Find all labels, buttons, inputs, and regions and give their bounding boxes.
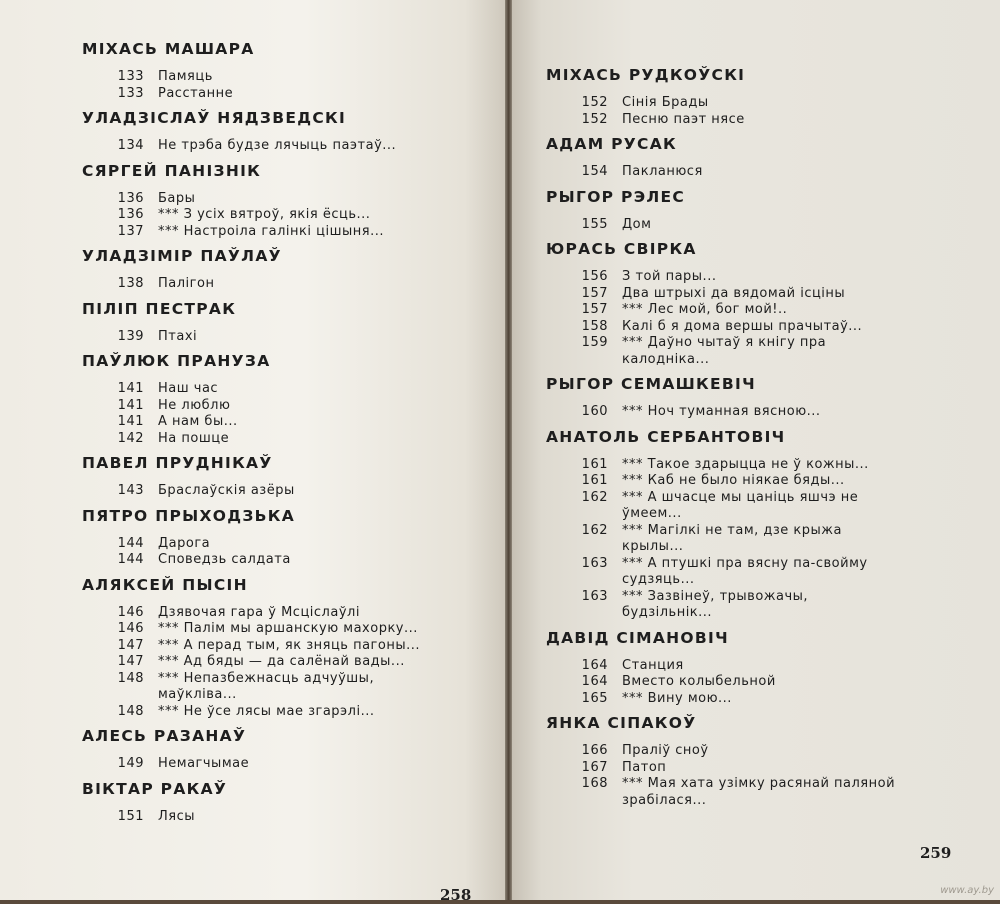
poem-row <box>546 691 1000 708</box>
poem-page-number: 162 <box>581 522 608 538</box>
author-entry <box>82 298 505 346</box>
poem-row <box>546 556 1000 589</box>
poem-page-number: 141 <box>117 397 144 413</box>
author-name: СЯРГЕЙ ПАНІЗНІК <box>82 161 262 180</box>
poem-title: *** Не ўсе лясы мае згарэлі... <box>158 703 375 719</box>
author-entry <box>82 574 505 721</box>
poem-title: Дом <box>622 216 652 232</box>
author-entry <box>546 373 1000 421</box>
poem-title: Расстанне <box>158 85 234 101</box>
poem-page-number: 137 <box>117 223 144 239</box>
poem-title: *** Зазвінеў, трывожачы, будзільнік... <box>622 588 809 620</box>
left-page-number: 258 <box>440 886 472 904</box>
poem-title: Немагчымае <box>158 756 250 771</box>
poem-page-number: 159 <box>581 335 608 350</box>
left-page-contents <box>82 38 505 825</box>
poem-title: Памяць <box>158 69 213 84</box>
poem-title: *** Мая хата узімку расянай паляной зрабілася... <box>622 776 896 808</box>
poem-title: *** Палім мы аршанскую махорку... <box>158 621 418 636</box>
poem-title: Не люблю <box>158 397 231 413</box>
poem-title: *** А перад тым, як зняць пагоны... <box>158 637 420 653</box>
author-name: ПІЛІП ПЕСТРАК <box>82 299 237 318</box>
book-spine <box>505 0 512 900</box>
poem-row <box>82 621 505 638</box>
author-entry <box>82 452 505 500</box>
author-name: ПЯТРО ПРЫХОДЗЬКА <box>82 506 296 525</box>
poem-row <box>546 760 1000 777</box>
poem-title: Споведзь салдата <box>158 552 291 567</box>
poem-page-number: 136 <box>117 207 144 222</box>
poem-row <box>82 483 505 500</box>
poem-row <box>82 552 505 569</box>
poem-title: *** Вину мою... <box>622 690 732 706</box>
poem-title: Лясы <box>158 808 196 824</box>
poem-page-number: 157 <box>581 285 608 301</box>
poem-row <box>546 743 1000 760</box>
author-name: ДАВІД СІМАНОВІЧ <box>546 628 729 647</box>
poem-title: Калі б я дома вершы прачытаў... <box>622 318 863 334</box>
author-entry <box>82 160 505 241</box>
poem-title: Не трэба будзе лячыць паэтаў... <box>158 138 397 153</box>
poem-page-number: 144 <box>117 535 144 551</box>
poem-title: Бары <box>158 190 196 206</box>
poem-title: Браслаўскія азёры <box>158 483 295 498</box>
poem-row <box>546 319 1000 336</box>
poem-title: А нам бы... <box>158 414 238 429</box>
poem-row <box>546 523 1000 556</box>
poem-title: Пакланюся <box>622 164 703 179</box>
poem-page-number: 134 <box>117 138 144 153</box>
poem-title: З той пары... <box>622 269 717 284</box>
poem-page-number: 155 <box>581 216 608 232</box>
poem-row <box>82 414 505 431</box>
author-entry <box>546 712 1000 809</box>
poem-row <box>82 329 505 346</box>
poem-title: Дарога <box>158 535 211 551</box>
poem-page-number: 146 <box>117 604 144 620</box>
poem-title: *** Ноч туманная вясною... <box>622 404 821 419</box>
poem-page-number: 164 <box>581 674 608 689</box>
poem-page-number: 139 <box>117 328 144 344</box>
poem-page-number: 154 <box>581 164 608 179</box>
poem-row <box>546 217 1000 234</box>
poem-row <box>546 473 1000 490</box>
right-page-number: 259 <box>920 844 952 862</box>
poem-row <box>546 95 1000 112</box>
poem-page-number: 158 <box>581 318 608 334</box>
poem-title: *** Такое здарыцца не ў кожны... <box>622 456 869 472</box>
poem-page-number: 133 <box>117 85 144 101</box>
author-entry <box>546 426 1000 622</box>
poem-title: *** Настроіла галінкі цішыня... <box>158 223 384 239</box>
poem-title: Станция <box>622 657 684 673</box>
author-entry <box>82 350 505 447</box>
poem-page-number: 149 <box>117 756 144 771</box>
poem-page-number: 167 <box>581 759 608 775</box>
poem-page-number: 162 <box>581 489 608 505</box>
poem-row <box>82 638 505 655</box>
poem-page-number: 143 <box>117 483 144 498</box>
poem-page-number: 165 <box>581 690 608 706</box>
poem-page-number: 148 <box>117 670 144 686</box>
poem-page-number: 146 <box>117 621 144 636</box>
poem-title: Вместо колыбельной <box>622 674 776 689</box>
poem-row <box>82 207 505 224</box>
poem-title: Палігон <box>158 276 215 291</box>
poem-page-number: 156 <box>581 269 608 284</box>
poem-title: Дзявочая гара ў Мсціслаўлі <box>158 604 360 620</box>
poem-row <box>546 302 1000 319</box>
author-entry <box>546 186 1000 234</box>
poem-row <box>82 276 505 293</box>
author-entry <box>82 725 505 773</box>
poem-row <box>546 457 1000 474</box>
poem-page-number: 141 <box>117 381 144 396</box>
poem-page-number: 161 <box>581 456 608 472</box>
poem-title: *** А птушкі пра вясну па-свойму судзяць... <box>622 555 868 587</box>
poem-page-number: 166 <box>581 743 608 758</box>
author-entry <box>82 778 505 826</box>
poem-row <box>82 671 505 704</box>
poem-row <box>82 381 505 398</box>
author-entry <box>546 133 1000 181</box>
poem-row <box>82 191 505 208</box>
poem-row <box>82 654 505 671</box>
poem-title: На пошце <box>158 430 230 446</box>
poem-row <box>82 86 505 103</box>
author-name: АЛЯКСЕЙ ПЫСІН <box>82 575 248 594</box>
author-name: УЛАДЗІСЛАЎ НЯДЗВЕДСКІ <box>82 109 347 127</box>
poem-page-number: 152 <box>581 95 608 110</box>
poem-page-number: 136 <box>117 190 144 206</box>
author-name: ЯНКА СІПАКОЎ <box>546 714 697 732</box>
poem-title: *** Магілкі не там, дзе крыжа крылы... <box>622 522 842 554</box>
author-entry <box>82 38 505 102</box>
author-name: АДАМ РУСАК <box>546 135 677 153</box>
poem-row <box>82 138 505 155</box>
poem-row <box>82 605 505 622</box>
author-name: ПАВЕЛ ПРУДНІКАЎ <box>82 454 273 472</box>
author-name: ВІКТАР РАКАЎ <box>82 779 228 798</box>
poem-row <box>82 704 505 721</box>
poem-title: *** Ад бяды — да салёнай вады... <box>158 654 405 669</box>
poem-title: *** З усіх вятроў, якія ёсць... <box>158 207 371 222</box>
poem-row <box>546 490 1000 523</box>
poem-page-number: 163 <box>581 555 608 571</box>
poem-row <box>546 776 1000 809</box>
poem-title: Сінія Брады <box>622 95 709 110</box>
poem-page-number: 152 <box>581 111 608 127</box>
author-entry <box>546 238 1000 368</box>
author-name: ЮРАСЬ СВІРКА <box>546 240 697 258</box>
poem-page-number: 141 <box>117 414 144 429</box>
poem-page-number: 138 <box>117 276 144 291</box>
poem-title: Наш час <box>158 381 219 396</box>
poem-page-number: 142 <box>117 430 144 446</box>
watermark: www.ay.by <box>940 885 994 896</box>
poem-title: *** Даўно чытаў я кнігу пра калодніка... <box>622 335 827 367</box>
right-page-contents <box>546 64 1000 809</box>
author-name: ПАЎЛЮК ПРАНУЗА <box>82 352 271 370</box>
poem-row <box>546 658 1000 675</box>
poem-page-number: 148 <box>117 703 144 719</box>
poem-page-number: 147 <box>117 654 144 669</box>
poem-row <box>82 69 505 86</box>
author-name: МІХАСЬ МАШАРА <box>82 40 255 58</box>
author-name: АЛЕСЬ РАЗАНАЎ <box>82 727 247 745</box>
author-name: АНАТОЛЬ СЕРБАНТОВІЧ <box>546 427 786 446</box>
poem-title: Два штрыхі да вядомай ісціны <box>622 285 846 301</box>
poem-row <box>546 674 1000 691</box>
poem-row <box>546 335 1000 368</box>
poem-title: *** Каб не было ніякае бяды... <box>622 473 845 488</box>
author-entry <box>82 505 505 569</box>
poem-page-number: 157 <box>581 302 608 317</box>
poem-row <box>82 431 505 448</box>
poem-title: *** Лес мой, бог мой!.. <box>622 302 788 317</box>
author-name: МІХАСЬ РУДКОЎСКІ <box>546 66 746 84</box>
poem-page-number: 164 <box>581 657 608 673</box>
poem-page-number: 151 <box>117 808 144 824</box>
poem-title: *** А шчасце мы цаніць яшчэ не ўмеем... <box>622 489 859 521</box>
poem-page-number: 144 <box>117 552 144 567</box>
author-entry <box>546 64 1000 128</box>
poem-page-number: 133 <box>117 69 144 84</box>
poem-title: *** Непазбежнасць адчуўшы, маўкліва... <box>158 670 375 702</box>
poem-page-number: 161 <box>581 473 608 488</box>
poem-row <box>546 589 1000 622</box>
poem-row <box>82 224 505 241</box>
author-name: РЫГОР СЕМАШКЕВІЧ <box>546 375 756 393</box>
author-entry <box>82 107 505 155</box>
author-entry <box>546 627 1000 708</box>
poem-row <box>82 809 505 826</box>
poem-title: Праліў сноў <box>622 743 709 758</box>
poem-title: Патоп <box>622 759 667 775</box>
poem-row <box>546 286 1000 303</box>
poem-row <box>546 112 1000 129</box>
poem-page-number: 163 <box>581 588 608 604</box>
author-entry <box>82 245 505 293</box>
poem-row <box>546 269 1000 286</box>
poem-title: Птахі <box>158 328 198 344</box>
poem-page-number: 147 <box>117 637 144 653</box>
author-name: УЛАДЗІМІР ПАЎЛАЎ <box>82 247 282 265</box>
right-page <box>512 0 1000 900</box>
poem-page-number: 168 <box>581 776 608 791</box>
author-name: РЫГОР РЭЛЕС <box>546 187 686 206</box>
poem-page-number: 160 <box>581 404 608 419</box>
poem-title: Песню паэт нясе <box>622 111 745 127</box>
poem-row <box>546 404 1000 421</box>
poem-row <box>82 536 505 553</box>
poem-row <box>82 398 505 415</box>
poem-row <box>546 164 1000 181</box>
poem-row <box>82 756 505 773</box>
